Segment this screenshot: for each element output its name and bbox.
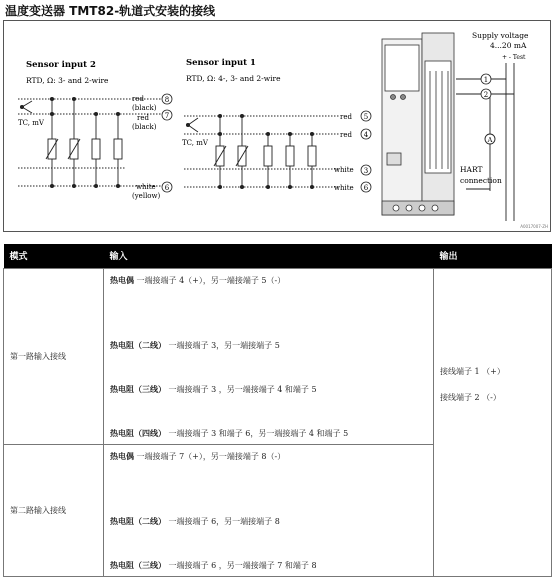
terminal-3: 3 <box>363 167 369 175</box>
terminal-5: 5 <box>363 113 369 121</box>
input-cell <box>104 356 434 400</box>
wiring-diagram-svg <box>4 21 552 233</box>
mode-cell-group2: 第二路输入接线 <box>4 444 104 576</box>
s2-wire-black-2: (black) <box>132 123 157 131</box>
header-input: 输入 <box>104 244 434 268</box>
s1-wire-red-1: red <box>340 113 352 121</box>
input-detail: 一端接端子 3，另一端接端子 5 <box>168 341 280 350</box>
input-type: 热电偶 <box>110 274 134 285</box>
device-module <box>382 33 454 215</box>
input-type: 热电阻（四线） <box>110 427 166 438</box>
terminal-1: 1 <box>483 76 489 84</box>
input-type: 热电阻（三线） <box>110 559 166 570</box>
input-detail: 一端接端子 3 ，另一端接端子 4 和端子 5 <box>168 385 317 394</box>
wiring-table <box>3 244 552 577</box>
header-mode: 模式 <box>4 244 104 268</box>
header-output: 输出 <box>434 244 552 268</box>
page-title: 温度变送器 TMT82-轨道式安装的接线 <box>5 4 216 18</box>
s1-wire-white-1: white <box>334 166 354 174</box>
input-cell <box>104 444 434 488</box>
hart-label: HART <box>460 165 483 174</box>
sensor1-subtitle: RTD, Ω: 4-, 3- and 2-wire <box>186 74 281 83</box>
wiring-diagram <box>3 20 551 232</box>
output-cell <box>434 268 552 576</box>
s2-wire-red-1: red <box>132 95 144 103</box>
input-cell <box>104 488 434 532</box>
input-detail: 一端接端子 7（+），另一端接端子 8（-） <box>136 451 286 461</box>
input-type: 热电阻（三线） <box>110 384 166 394</box>
sensor1-circuit <box>184 114 339 188</box>
supply-polarity: + - Test <box>502 54 526 61</box>
supply-circuit <box>456 63 514 221</box>
s1-wire-red-2: red <box>340 131 352 139</box>
sensor2-subtitle: RTD, Ω: 3- and 2-wire <box>26 76 109 85</box>
figure-code: A0017007-ZH <box>520 224 548 229</box>
input-type: 热电偶 <box>110 450 134 461</box>
sensor2-title: Sensor input 2 <box>26 60 96 70</box>
input-cell <box>104 532 434 576</box>
sensor2-tc-label: TC, mV <box>18 119 44 127</box>
hart-sub-label: connection <box>460 176 502 185</box>
s2-wire-white: white <box>136 183 156 191</box>
sensor1-tc-label: TC, mV <box>182 139 208 147</box>
s1-wire-white-2: white <box>334 184 354 192</box>
input-detail: 一端接端子 6 ，另一端接端子 7 和端子 8 <box>168 560 317 570</box>
input-type: 热电阻（二线） <box>110 516 166 526</box>
input-cell <box>104 268 434 312</box>
output-line-1: 接线端子 1 （+） <box>440 366 505 376</box>
input-cell <box>104 312 434 356</box>
ammeter-icon: A <box>487 136 493 144</box>
supply-voltage-value: 4...20 mA <box>490 41 527 50</box>
s2-wire-black-1: (black) <box>132 104 157 112</box>
terminal-6-left: 6 <box>164 184 170 192</box>
input-detail: 一端接端子 3 和端子 6，另一端接端子 4 和端子 5 <box>168 428 349 438</box>
input-type: 热电阻（二线） <box>110 340 166 350</box>
terminal-8: 8 <box>164 96 170 104</box>
terminal-6-right: 6 <box>363 184 369 192</box>
s2-wire-yellow: (yellow) <box>132 192 161 200</box>
table-header-row <box>4 244 552 268</box>
supply-voltage-label: Supply voltage <box>472 31 529 40</box>
input-cell <box>104 400 434 444</box>
terminal-7: 7 <box>164 112 170 120</box>
terminal-2: 2 <box>483 91 489 99</box>
input-detail: 一端接端子 6，另一端接端子 8 <box>168 517 280 526</box>
sensor1-title: Sensor input 1 <box>186 58 256 68</box>
output-line-2: 接线端子 2 （-） <box>440 392 501 402</box>
table-row <box>4 268 552 312</box>
mode-cell-group1: 第一路输入接线 <box>4 268 104 444</box>
input-detail: 一端接端子 4（+），另一端接端子 5（-） <box>136 275 286 285</box>
terminal-4: 4 <box>363 131 369 139</box>
s2-wire-red-2: red <box>137 114 149 122</box>
